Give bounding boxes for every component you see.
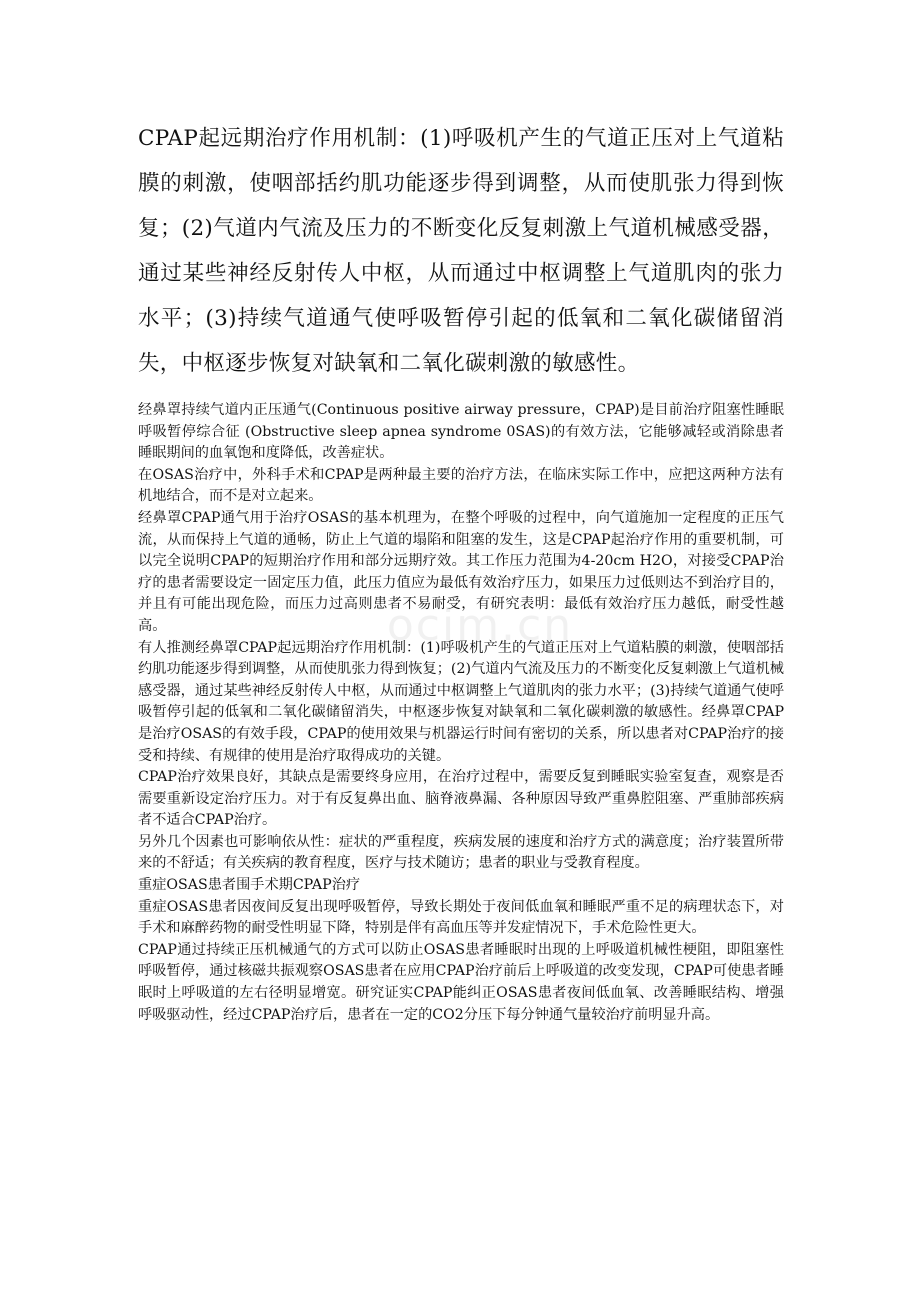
section-heading-perioperative: 重症OSAS患者围手术期CPAP治疗 xyxy=(138,877,361,894)
paragraph-mechanism: 经鼻罩CPAP通气用于治疗OSAS的基本机理为，在整个呼吸的过程中，向气道施加一定程度的正压气流，从而保持上气道的通畅，防止上气道的塌陷和阻塞的发生，这是CPAP起治疗作用的重要机制，可以完全说明CPAP的短期治疗作用和部分远期疗效。其工作压力范围为4-20cm H2O，对接受CPAP治疗的患者需要设定一固定压力值，此压力值应为最低有效治疗压力，如果压力过低则达不到治疗目的，并且有可能出现危险，而压力过高则患者不易耐受，有研究表明：最低有效治疗压力越低，耐受性越高。 xyxy=(138,509,784,634)
paragraph-long-term-mechanism: 有人推测经鼻罩CPAP起远期治疗作用机制：(1)呼吸机产生的气道正压对上气道粘膜的刺激，使咽部括约肌功能逐步得到调整，从而使肌张力得到恢复；(2)气道内气流及压力的不断变化反复刺激上气道机械感受器，通过某些神经反射传人中枢，从而通过中枢调整上气道肌肉的张力水平；(3)持续气道通气使呼吸暂停引起的低氧和二氧化碳储留消失，中枢逐步恢复对缺氧和二氧化碳刺激的敏感性。经鼻罩CPAP是治疗OSAS的有效手段，CPAP的使用效果与机器运行时间有密切的关系，所以患者对CPAP治疗的接受和持续、有规律的使用是治疗取得成功的关键。 xyxy=(138,639,784,764)
body-text xyxy=(138,400,784,1026)
heading-paragraph: CPAP起远期治疗作用机制：(1)呼吸机产生的气道正压对上气道粘膜的刺激，使咽部括约肌功能逐步得到调整，从而使肌张力得到恢复；(2)气道内气流及压力的不断变化反复刺激上气道机械感受器，通过某些神经反射传人中枢，从而通过中枢调整上气道肌肉的张力水平；(3)持续气道通气使呼吸暂停引起的低氧和二氧化碳储留消失，中枢逐步恢复对缺氧和二氧化碳刺激的敏感性。 xyxy=(138,126,784,376)
paragraph-cpap-research: CPAP通过持续正压机械通气的方式可以防止OSAS患者睡眠时出现的上呼吸道机械性梗阻，即阻塞性呼吸暂停，通过核磁共振观察OSAS患者在应用CPAP治疗前后上呼吸道的改变发现，CPAP可使患者睡眠时上呼吸道的左右径明显增宽。研究证实CPAP能纠正OSAS患者夜间低血氧、改善睡眠结构、增强呼吸驱动性，经过CPAP治疗后，患者在一定的CO2分压下每分钟通气量较治疗前明显升高。 xyxy=(138,941,784,1023)
paragraph-effect-drawbacks: CPAP治疗效果良好，其缺点是需要终身应用，在治疗过程中，需要反复到睡眠实验室复查，观察是否需要重新设定治疗压力。对于有反复鼻出血、脑脊液鼻漏、各种原因导致严重鼻腔阻塞、严重肺部疾病者不适合CPAP治疗。 xyxy=(138,769,784,829)
watermark: ocim.cn xyxy=(386,600,574,651)
paragraph-cpap-intro: 经鼻罩持续气道内正压通气(Continuous positive airway pressure，CPAP)是目前治疗阻塞性睡眠呼吸暂停综合征 (Obstructive sleep apnea syndrome 0SAS)的有效方法，它能够减轻或消除患者睡眠期间的血氧饱和度降低，改善症状。 xyxy=(138,402,784,462)
paragraph-severe-osas: 重症OSAS患者因夜间反复出现呼吸暂停，导致长期处于夜间低血氧和睡眠严重不足的病理状态下，对手术和麻醉药物的耐受性明显下降，特别是伴有高血压等并发症情况下，手术危险性更大。 xyxy=(138,898,784,937)
paragraph-compliance-factors: 另外几个因素也可影响依从性：症状的严重程度，疾病发展的速度和治疗方式的满意度；治疗装置所带来的不舒适；有关疾病的教育程度，医疗与技术随访；患者的职业与受教育程度。 xyxy=(138,833,784,872)
paragraph-osas-treatment: 在OSAS治疗中，外科手术和CPAP是两种最主要的治疗方法，在临床实际工作中，应把这两种方法有机地结合，而不是对立起来。 xyxy=(138,466,784,505)
